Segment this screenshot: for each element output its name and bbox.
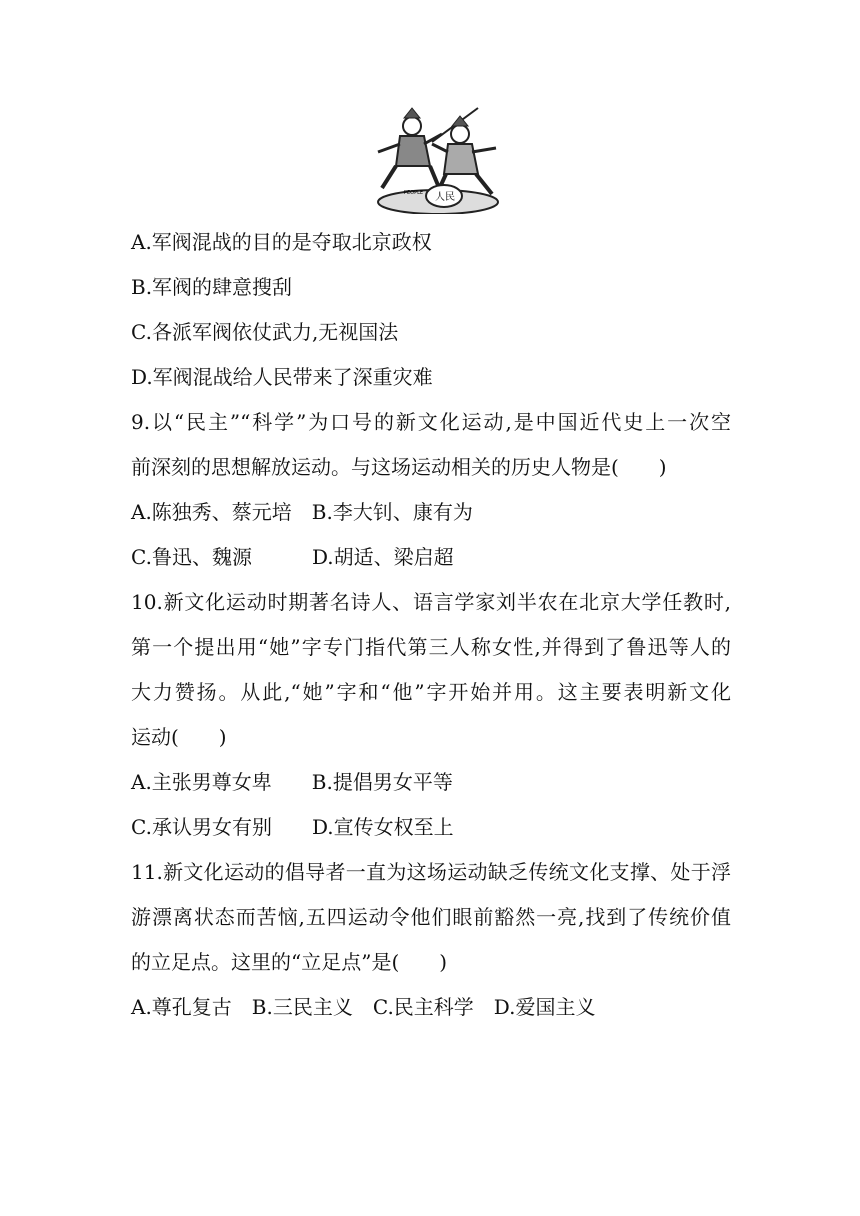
q8-option-a: A.军阀混战的目的是夺取北京政权 <box>131 230 432 254</box>
people-label-en: PEOPLE <box>404 190 424 196</box>
q9-options-row-1: A.陈独秀、蔡元培 B.李大钊、康有为 <box>131 500 473 524</box>
q9-options-row-2: C.鲁迅、魏源 D.胡适、梁启超 <box>131 545 454 569</box>
warlord-cartoon-illustration <box>360 104 510 214</box>
q10-options-row-2: C.承认男女有别 D.宣传女权至上 <box>131 815 454 839</box>
q10-stem-line-1: 10.新文化运动时期著名诗人、语言学家刘半农在北京大学任教时, <box>131 590 731 614</box>
q9-stem-line-2: 前深刻的思想解放运动。与这场运动相关的历史人物是( ) <box>131 455 667 479</box>
people-label: 人民 <box>435 192 455 203</box>
q10-stem-line-3: 大力赞扬。从此,“她”字和“他”字开始并用。这主要表明新文化 <box>131 680 731 704</box>
q8-option-d: D.军阀混战给人民带来了深重灾难 <box>131 365 433 389</box>
q11-options-row: A.尊孔复古 B.三民主义 C.民主科学 D.爱国主义 <box>131 995 596 1019</box>
q11-stem-line-3: 的立足点。这里的“立足点”是( ) <box>131 950 448 974</box>
q10-stem-line-4: 运动( ) <box>131 725 227 749</box>
q9-stem-line-1: 9.以“民主”“科学”为口号的新文化运动,是中国近代史上一次空 <box>131 410 731 434</box>
q11-stem-line-2: 游漂离状态而苦恼,五四运动令他们眼前豁然一亮,找到了传统价值 <box>131 905 731 929</box>
q8-option-c: C.各派军阀依仗武力,无视国法 <box>131 320 399 344</box>
q10-options-row-1: A.主张男尊女卑 B.提倡男女平等 <box>131 770 453 794</box>
q8-option-b: B.军阀的肆意搜刮 <box>131 275 293 299</box>
q11-stem-line-1: 11.新文化运动的倡导者一直为这场运动缺乏传统文化支撑、处于浮 <box>131 860 731 884</box>
q10-stem-line-2: 第一个提出用“她”字专门指代第三人称女性,并得到了鲁迅等人的 <box>131 635 731 659</box>
